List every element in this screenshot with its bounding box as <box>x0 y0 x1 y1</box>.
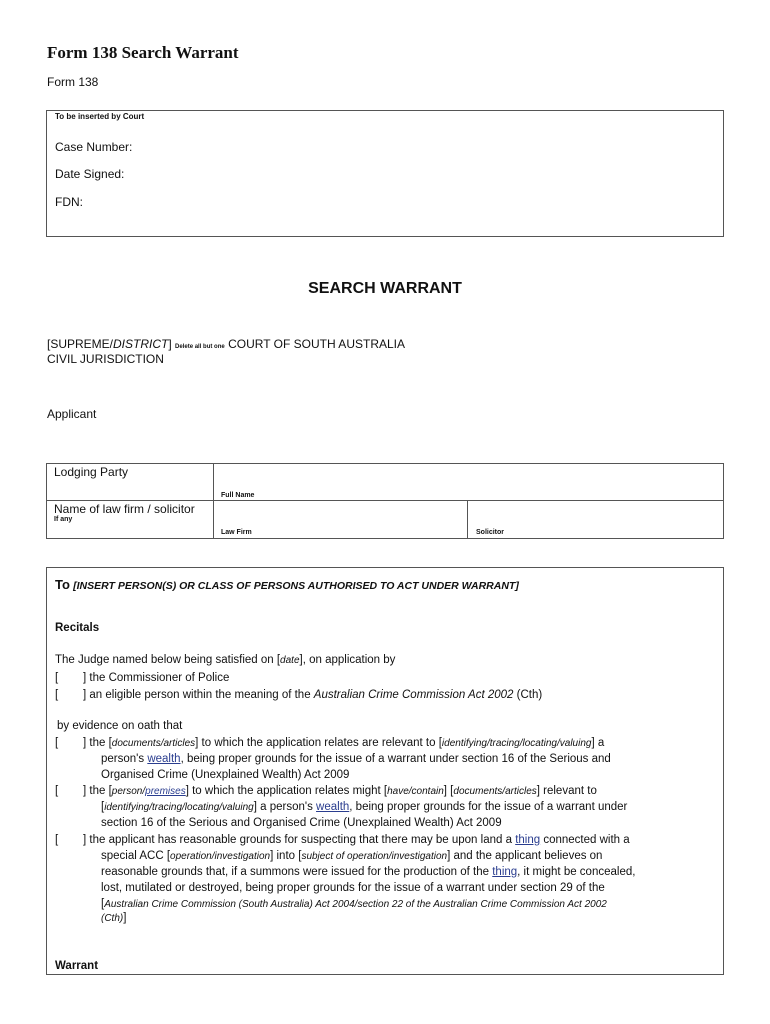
e1-b: ] to which the application relates are relevant to [ <box>195 737 442 749</box>
evidence-3-line-3 <box>101 866 635 878</box>
e3-op: operation/investigation <box>170 851 271 862</box>
e1-docs: documents/articles <box>111 738 196 749</box>
evidence-2-line-2 <box>101 801 627 813</box>
evidence-2-line-1 <box>83 785 597 797</box>
solicitor-input[interactable] <box>468 501 722 537</box>
e2-e: [ <box>101 801 105 813</box>
lodging-party-label: Lodging Party <box>54 465 129 479</box>
e3-d: ] into [ <box>270 850 302 862</box>
court-delete-note: Delete all but one <box>175 344 225 350</box>
option-2-text <box>83 689 542 701</box>
e2-person: person/ <box>111 786 146 797</box>
court-close: ] <box>168 337 172 351</box>
lodging-party-table <box>46 463 724 539</box>
form-number: Form 138 <box>47 75 99 89</box>
option-2-bracket[interactable]: [ <box>55 689 59 701</box>
judge-a: The Judge named below being satisfied on [ <box>55 654 281 666</box>
e3-a: ] the applicant has reasonable grounds for suspecting that there may be upon land a <box>83 834 516 846</box>
evidence-2-line-3: section 16 of the Serious and Organised Crime (Unexplained Wealth) Act 2009 <box>101 817 502 829</box>
e2-ident: identifying/tracing/locating/valuing <box>104 802 254 813</box>
e3-e: ] and the applicant believes on <box>447 850 603 862</box>
evidence-3-line-6 <box>101 912 126 924</box>
e3-g: , it might be concealed, <box>517 866 636 878</box>
court-name: COURT OF SOUTH AUSTRALIA <box>228 337 405 351</box>
e2-c: ] [ <box>443 785 454 797</box>
evidence-3-line-2 <box>101 850 602 862</box>
to-insert: [INSERT PERSON(S) OR CLASS OF PERSONS AUTHORISED TO ACT UNDER WARRANT] <box>73 580 519 592</box>
applicant-label: Applicant <box>47 407 97 421</box>
evidence-3-line-5 <box>101 898 607 910</box>
evidence-3-bracket[interactable]: [ <box>55 834 59 846</box>
court-line <box>47 337 405 351</box>
e1-d: person's <box>101 753 148 765</box>
court-use-header: To be inserted by Court <box>55 112 145 121</box>
e1-e: , being proper grounds for the issue of a warrant under section 16 of the Serious and <box>180 753 611 765</box>
evidence-2-bracket[interactable]: [ <box>55 785 59 797</box>
e2-have: have/contain <box>387 786 444 797</box>
option-1-bracket[interactable]: [ <box>55 672 59 684</box>
thing-link[interactable]: thing <box>515 834 541 846</box>
opt2-act: Australian Crime Commission Act 2002 <box>313 689 514 701</box>
full-name-input[interactable] <box>214 464 722 499</box>
fdn-field[interactable]: FDN: <box>55 195 83 209</box>
evidence-1-line-1 <box>83 737 604 749</box>
to-label: To <box>55 577 70 592</box>
wealth-link[interactable]: wealth <box>147 753 181 765</box>
date-signed-field[interactable]: Date Signed: <box>55 167 125 181</box>
e2-d: ] relevant to <box>536 785 597 797</box>
case-number-field[interactable]: Case Number: <box>55 140 133 154</box>
e3-i: [ <box>101 898 105 910</box>
full-name-caption: Full Name <box>221 492 255 499</box>
evidence-3-line-4: lost, mutilated or destroyed, being proper grounds for the issue of a warrant under section 29 of the <box>101 882 605 894</box>
document-title: Form 138 Search Warrant <box>47 43 239 62</box>
e2-g: , being proper grounds for the issue of a warrant under <box>349 801 628 813</box>
e1-c: ] a <box>591 737 605 749</box>
main-heading: SEARCH WARRANT <box>308 280 462 297</box>
e1-a: ] the [ <box>83 737 112 749</box>
e2-f: ] a person's <box>253 801 317 813</box>
recitals-heading: Recitals <box>55 622 100 634</box>
warrant-heading: Warrant <box>55 960 99 972</box>
evidence-1-bracket[interactable]: [ <box>55 737 59 749</box>
e3-act1: Australian Crime Commission (South Australia) Act 2004/section 22 of the Australian Crime Commission Act 2002 <box>104 899 607 910</box>
e3-act2: (Cth) <box>101 913 124 924</box>
e3-f: reasonable grounds that, if a summons were issued for the production of the <box>101 866 493 878</box>
e3-b: connected with a <box>540 834 630 846</box>
thing-link[interactable]: thing <box>492 866 518 878</box>
judge-b: ], on application by <box>299 654 396 666</box>
jurisdiction: CIVIL JURISDICTION <box>47 352 164 366</box>
option-1-text: ] the Commissioner of Police <box>83 672 230 684</box>
law-firm-label: Name of law firm / solicitor <box>54 502 195 516</box>
warrant-box <box>46 567 724 975</box>
e3-subj: subject of operation/investigation <box>301 851 448 862</box>
solicitor-caption: Solicitor <box>476 529 505 536</box>
if-any-note: If any <box>54 516 73 523</box>
evidence-line: by evidence on oath that <box>57 720 183 732</box>
label-divider <box>47 500 213 501</box>
e2-b: ] to which the application relates might [ <box>185 785 388 797</box>
evidence-1-line-3: Organised Crime (Unexplained Wealth) Act 2009 <box>101 769 350 781</box>
e2-docs: documents/articles <box>453 786 537 797</box>
e3-j: ] <box>123 912 127 924</box>
judge-date: date <box>280 655 300 666</box>
e2-a: ] the [ <box>83 785 112 797</box>
wealth-link[interactable]: wealth <box>316 801 350 813</box>
e3-c: special ACC [ <box>101 850 171 862</box>
evidence-1-line-2 <box>101 753 611 765</box>
court-district: DISTRICT <box>113 337 169 351</box>
court-use-box <box>46 110 724 237</box>
opt2-a: ] an eligible person within the meaning of the <box>83 689 314 701</box>
law-firm-input[interactable] <box>214 501 466 537</box>
court-open: [SUPREME/ <box>47 337 114 351</box>
to-line <box>55 577 519 592</box>
law-firm-caption: Law Firm <box>221 529 252 536</box>
judge-line <box>55 654 395 666</box>
opt2-b: (Cth) <box>513 689 543 701</box>
e1-ident: identifying/tracing/locating/valuing <box>441 738 592 749</box>
premises-link[interactable]: premises <box>145 786 186 797</box>
evidence-3-line-1 <box>83 834 630 846</box>
